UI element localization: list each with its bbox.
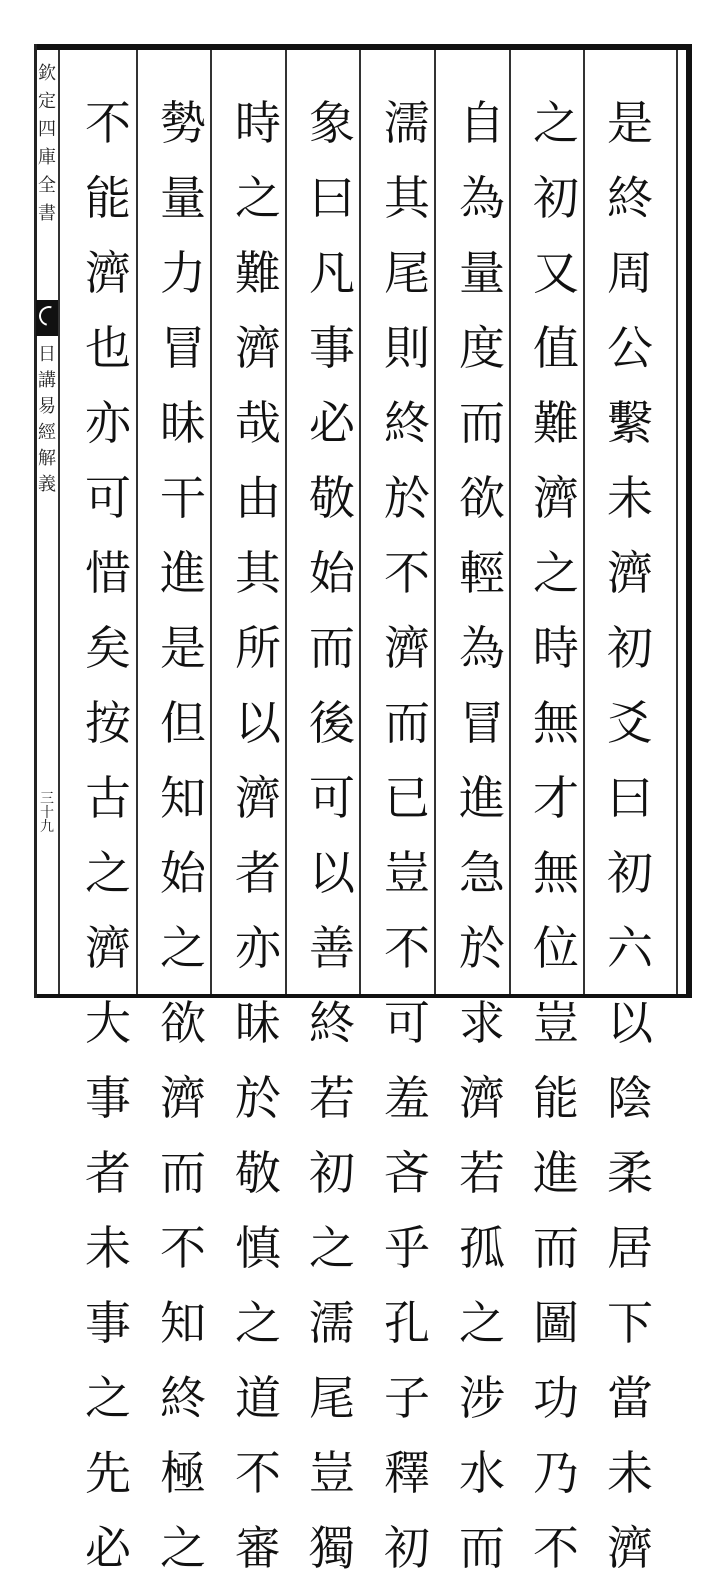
character-glyph: 難 [533,396,579,450]
character-glyph: 大 [85,996,131,1050]
character-glyph: 全 [38,175,56,196]
character-glyph: 子 [384,1371,430,1425]
character-glyph: 終 [160,1371,206,1425]
character-glyph: 圖 [533,1296,579,1350]
character-glyph: 若 [309,1071,355,1125]
character-glyph: 冒 [160,321,206,375]
character-glyph: 濟 [459,1071,505,1125]
character-glyph: 濟 [384,621,430,675]
character-glyph: 濡 [384,96,430,150]
character-glyph: 終 [384,396,430,450]
character-glyph: 之 [235,171,281,225]
frame-top-border [34,44,692,50]
character-glyph: 乃 [533,1446,579,1500]
character-glyph: 昧 [235,996,281,1050]
character-glyph: 初 [309,1146,355,1200]
margin-book-title [36,60,58,228]
character-glyph: 是 [160,621,206,675]
character-glyph: 可 [384,996,430,1050]
character-glyph: 之 [533,546,579,600]
character-glyph: 者 [85,1146,131,1200]
character-glyph: 之 [85,1371,131,1425]
character-glyph: 時 [533,621,579,675]
character-glyph: 庫 [38,147,56,168]
character-glyph: 日 [38,344,56,365]
page-number [36,792,58,834]
frame-right-border [686,44,692,998]
character-glyph: 而 [459,1521,505,1575]
character-glyph: 知 [160,1296,206,1350]
character-glyph: 也 [85,321,131,375]
character-glyph: 書 [38,203,56,224]
character-glyph: 豈 [309,1446,355,1500]
character-glyph: 冒 [459,696,505,750]
character-glyph: 不 [85,96,131,150]
character-glyph: 不 [533,1521,579,1575]
character-glyph: 當 [607,1371,653,1425]
character-glyph: 不 [384,546,430,600]
character-glyph: 講 [38,370,56,391]
character-glyph: 於 [459,921,505,975]
character-glyph: 量 [160,171,206,225]
character-glyph: 易 [38,396,56,417]
character-glyph: 欲 [160,996,206,1050]
character-glyph: 尾 [309,1371,355,1425]
character-glyph: 亦 [85,396,131,450]
character-glyph: 孤 [459,1221,505,1275]
character-glyph: 之 [235,1296,281,1350]
character-glyph: 干 [160,471,206,525]
character-glyph: 進 [459,771,505,825]
character-glyph: 之 [160,921,206,975]
character-glyph: 爻 [607,696,653,750]
character-glyph: 後 [309,696,355,750]
character-glyph: 敬 [309,471,355,525]
character-glyph: 濡 [309,1296,355,1350]
character-glyph: 四 [38,119,56,140]
character-glyph: 九 [40,819,54,835]
character-glyph: 進 [533,1146,579,1200]
character-glyph: 水 [459,1446,505,1500]
character-glyph: 昧 [160,396,206,450]
character-glyph: 其 [384,171,430,225]
character-glyph: 三 [40,791,54,807]
character-glyph: 以 [309,846,355,900]
character-glyph: 孔 [384,1296,430,1350]
character-glyph: 難 [235,246,281,300]
character-glyph: 不 [160,1221,206,1275]
character-glyph: 才 [533,771,579,825]
text-column-4 [377,86,437,1575]
character-glyph: 之 [459,1296,505,1350]
character-glyph: 之 [160,1521,206,1575]
character-glyph: 曰 [607,771,653,825]
character-glyph: 慎 [235,1221,281,1275]
character-glyph: 矣 [85,621,131,675]
character-glyph: 事 [85,1071,131,1125]
character-glyph: 之 [309,1221,355,1275]
character-glyph: 極 [160,1446,206,1500]
character-glyph: 初 [607,846,653,900]
frame-right-inner-border [676,50,678,994]
character-glyph: 六 [607,921,653,975]
character-glyph: 必 [309,396,355,450]
character-glyph: 必 [85,1521,131,1575]
character-glyph: 哉 [235,396,281,450]
character-glyph: 道 [235,1371,281,1425]
character-glyph: 涉 [459,1371,505,1425]
character-glyph: 公 [607,321,653,375]
character-glyph: 功 [533,1371,579,1425]
character-glyph: 古 [85,771,131,825]
character-glyph: 釋 [384,1446,430,1500]
character-glyph: 者 [235,846,281,900]
character-glyph: 欲 [459,471,505,525]
character-glyph: 尾 [384,246,430,300]
character-glyph: 陰 [607,1071,653,1125]
character-glyph: 初 [607,621,653,675]
character-glyph: 事 [309,321,355,375]
character-glyph: 之 [85,846,131,900]
character-glyph: 獨 [309,1521,355,1575]
character-glyph: 而 [459,396,505,450]
character-glyph: 欽 [38,63,56,84]
text-column-3 [452,86,512,1575]
character-glyph: 惜 [85,546,131,600]
character-glyph: 自 [459,96,505,150]
character-glyph: 輕 [459,546,505,600]
character-glyph: 審 [235,1521,281,1575]
character-glyph: 為 [459,171,505,225]
character-glyph: 所 [235,621,281,675]
character-glyph: 度 [459,321,505,375]
character-glyph: 濟 [235,321,281,375]
character-glyph: 知 [160,771,206,825]
text-column-6 [228,86,288,1575]
character-glyph: 能 [533,1071,579,1125]
character-glyph: 是 [607,96,653,150]
character-glyph: 象 [309,96,355,150]
character-glyph: 終 [309,996,355,1050]
character-glyph: 始 [309,546,355,600]
character-glyph: 而 [384,696,430,750]
character-glyph: 力 [160,246,206,300]
character-glyph: 義 [38,474,56,495]
character-glyph: 十 [40,805,54,821]
margin-sub-title [36,342,58,498]
character-glyph: 先 [85,1446,131,1500]
character-glyph: 濟 [607,1521,653,1575]
fish-tail-mark [36,300,58,336]
text-column-5 [302,86,362,1575]
character-glyph: 若 [459,1146,505,1200]
character-glyph: 曰 [309,171,355,225]
character-glyph: 未 [85,1221,131,1275]
character-glyph: 初 [533,171,579,225]
character-glyph: 羞 [384,1071,430,1125]
character-glyph: 可 [309,771,355,825]
character-glyph: 柔 [607,1146,653,1200]
character-glyph: 由 [235,471,281,525]
text-column-2 [526,86,586,1575]
character-glyph: 而 [309,621,355,675]
character-glyph: 不 [235,1446,281,1500]
character-glyph: 解 [38,448,56,469]
character-glyph: 可 [85,471,131,525]
character-glyph: 濟 [85,246,131,300]
character-glyph: 值 [533,321,579,375]
character-glyph: 濟 [160,1071,206,1125]
character-glyph: 但 [160,696,206,750]
character-glyph: 於 [235,1071,281,1125]
character-glyph: 則 [384,321,430,375]
character-glyph: 濟 [533,471,579,525]
character-glyph: 能 [85,171,131,225]
character-glyph: 居 [607,1221,653,1275]
character-glyph: 事 [85,1296,131,1350]
character-glyph: 下 [607,1296,653,1350]
character-glyph: 亦 [235,921,281,975]
character-glyph: 未 [607,471,653,525]
character-glyph: 無 [533,846,579,900]
character-glyph: 繫 [607,396,653,450]
character-glyph: 凡 [309,246,355,300]
character-glyph: 終 [607,171,653,225]
character-glyph: 而 [533,1221,579,1275]
character-glyph: 濟 [235,771,281,825]
character-glyph: 善 [309,921,355,975]
text-column-8 [78,86,138,1575]
character-glyph: 勢 [160,96,206,150]
character-glyph: 位 [533,921,579,975]
character-glyph: 未 [607,1446,653,1500]
character-glyph: 豈 [533,996,579,1050]
character-glyph: 急 [459,846,505,900]
character-glyph: 不 [384,921,430,975]
character-glyph: 而 [160,1146,206,1200]
character-glyph: 濟 [85,921,131,975]
character-glyph: 求 [459,996,505,1050]
character-glyph: 周 [607,246,653,300]
character-glyph: 定 [38,91,56,112]
character-glyph: 又 [533,246,579,300]
character-glyph: 為 [459,621,505,675]
character-glyph: 以 [235,696,281,750]
character-glyph: 豈 [384,846,430,900]
character-glyph: 之 [533,96,579,150]
character-glyph: 始 [160,846,206,900]
character-glyph: 吝 [384,1146,430,1200]
character-glyph: 已 [384,771,430,825]
character-glyph: 經 [38,422,56,443]
character-glyph: 於 [384,471,430,525]
character-glyph: 其 [235,546,281,600]
character-glyph: 量 [459,246,505,300]
character-glyph: 時 [235,96,281,150]
character-glyph: 初 [384,1521,430,1575]
character-glyph: 以 [607,996,653,1050]
character-glyph: 無 [533,696,579,750]
character-glyph: 敬 [235,1146,281,1200]
text-column-1 [600,86,660,1575]
character-glyph: 按 [85,696,131,750]
margin-separator [58,50,60,994]
text-column-7 [153,86,213,1575]
character-glyph: 乎 [384,1221,430,1275]
character-glyph: 進 [160,546,206,600]
character-glyph: 濟 [607,546,653,600]
